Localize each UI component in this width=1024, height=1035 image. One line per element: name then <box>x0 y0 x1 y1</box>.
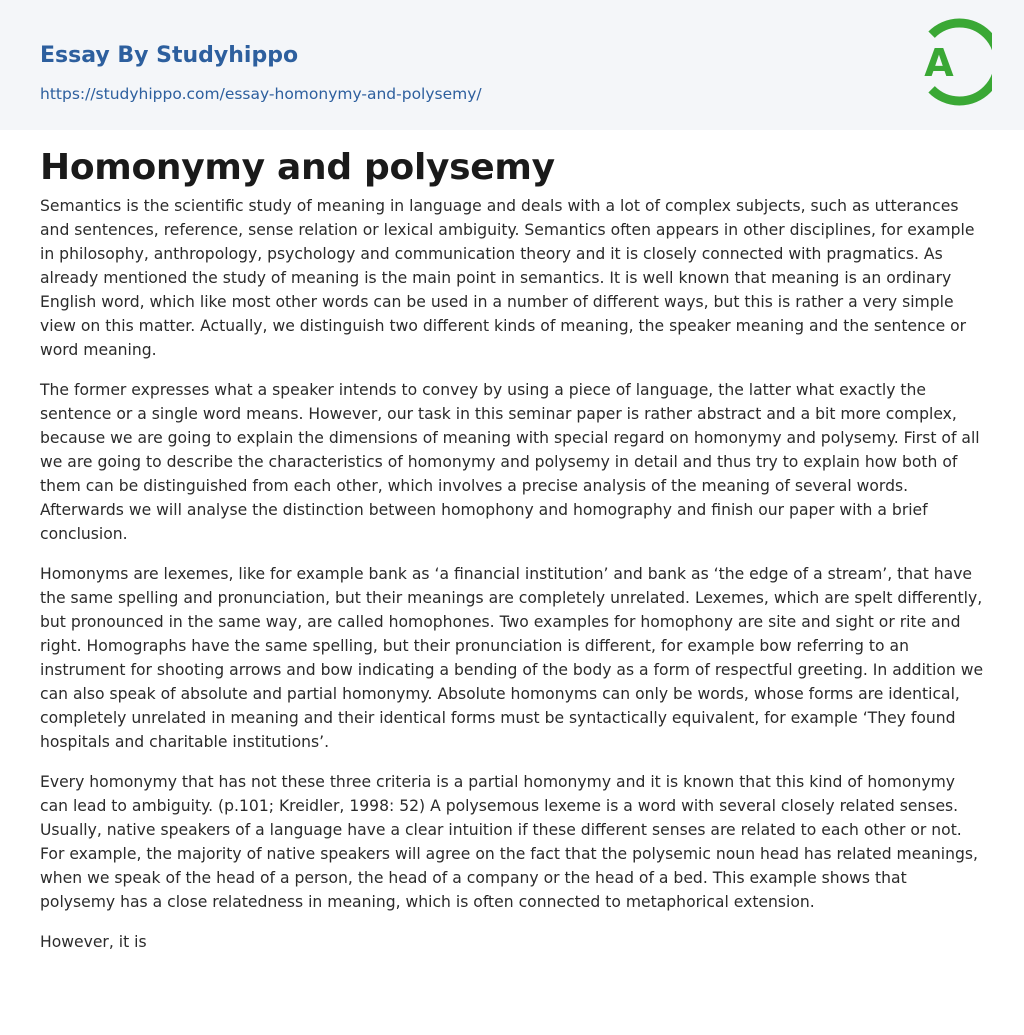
paragraph: Every homonymy that has not these three criteria is a partial homonymy and it is known that this kind of homonymy can lead to ambiguity. (p.101; Kreidler, 1998: 52) A polysemous lexeme is a word with several closely related senses. Usually, native speakers of a language have a clear intuition if these different senses are related to each other or not. For example, the majority of native speakers will agree on the fact that the polysemic noun head has related meanings, when we speak of the head of a person, the head of a company or the head of a bed. This example shows that polysemy has a close relatedness in meaning, which is often connected to metaphorical extension. <box>40 773 978 911</box>
logo-letter: A <box>924 41 954 85</box>
paragraph: The former expresses what a speaker intends to convey by using a piece of language, the latter what exactly the sentence or a single word means. However, our task in this seminar paper is rather abstract and a bit more complex, because we are going to explain the dimensions of meaning with special regard on homonymy and polysemy. First of all we are going to describe the characteristics of homonymy and polysemy in detail and thus try to explain how both of them can be distinguished from each other, which involves a precise analysis of the meaning of several words. Afterwards we will analyse the distinction between homophony and homography and finish our paper with a brief conclusion. <box>40 381 980 543</box>
page-title: Homonymy and polysemy <box>40 147 555 188</box>
article-body <box>40 130 984 970</box>
site-brand[interactable]: Essay By Studyhippo <box>40 43 299 68</box>
essay-url-link[interactable]: https://studyhippo.com/essay-homonymy-and-polysemy/ <box>40 85 482 103</box>
page-header <box>0 0 1024 130</box>
studyhippo-a-logo-icon[interactable] <box>906 15 992 109</box>
paragraph: However, it is <box>40 933 147 951</box>
paragraph: Homonyms are lexemes, like for example bank as ‘a financial institution’ and bank as ‘the edge of a stream’, that have the same spelling and pronunciation, but their meanings are completely unrelated. Lexemes, which are spelt differently, but pronounced in the same way, are called homophones. Two examples for homophony are site and sight or rite and right. Homographs have the same spelling, but their pronunciation is different, for example bow referring to an instrument for shooting arrows and bow indicating a bending of the body as a form of respectful greeting. In addition we can also speak of absolute and partial homonymy. Absolute homonyms can only be words, whose forms are identical, completely unrelated in meaning and their identical forms must be syntactically equivalent, for example ‘They found hospitals and charitable institutions’. <box>40 565 984 751</box>
paragraph: Semantics is the scientific study of meaning in language and deals with a lot of complex subjects, such as utterances and sentences, reference, sense relation or lexical ambiguity. Semantics often appears in other disciplines, for example in philosophy, anthropology, psychology and communication theory and it is closely connected with pragmatics. As already mentioned the study of meaning is the main point in semantics. It is well known that meaning is an ordinary English word, which like most other words can be used in a number of different ways, but this is rather a very simple view on this matter. Actually, we distinguish two different kinds of meaning, the speaker meaning and the sentence or word meaning. <box>40 197 975 359</box>
